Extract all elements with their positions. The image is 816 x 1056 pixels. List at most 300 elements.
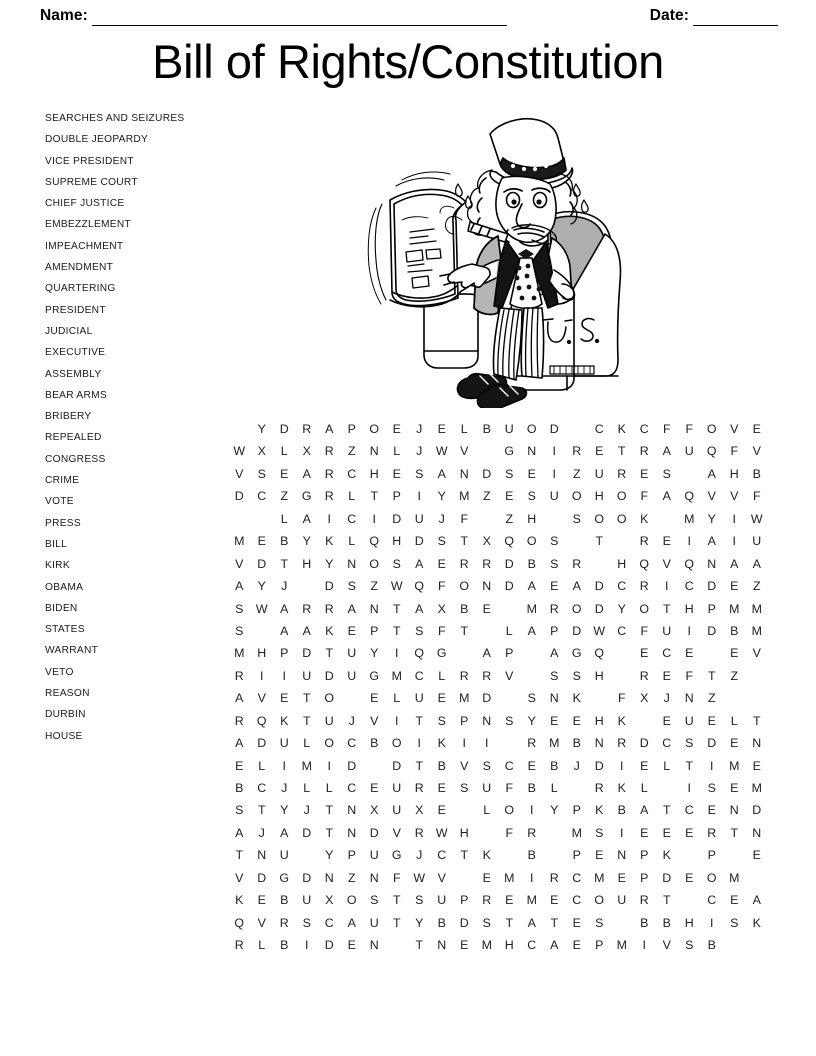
grid-cell-letter: E <box>347 623 356 638</box>
grid-cell-letter: F <box>640 623 649 638</box>
grid-cell-letter: Q <box>684 556 695 571</box>
grid-cell-letter: O <box>571 489 582 504</box>
grid-cell-letter: P <box>640 848 649 863</box>
grid-cell-letter: V <box>257 691 266 706</box>
grid-cell-letter: T <box>325 825 334 840</box>
grid-cell-letter: R <box>639 444 649 459</box>
grid-cell-letter: L <box>460 422 468 437</box>
grid-cell-letter: U <box>414 511 424 526</box>
grid-cell-letter: D <box>369 825 379 840</box>
grid-cell-letter: T <box>550 915 559 930</box>
grid-cell-letter: R <box>617 466 627 481</box>
grid-cell-letter: E <box>640 758 649 773</box>
grid-cell-letter: M <box>504 870 515 885</box>
grid-cell-letter: N <box>617 848 627 863</box>
grid-cell-letter: E <box>257 893 266 908</box>
grid-cell-letter: B <box>437 758 446 773</box>
grid-cell-letter: A <box>302 466 311 481</box>
grid-cell-letter: I <box>305 938 309 953</box>
grid-cell-empty <box>521 670 544 682</box>
grid-cell-letter: D <box>662 870 672 885</box>
grid-cell-letter: R <box>639 893 649 908</box>
grid-cell-letter: P <box>347 422 356 437</box>
grid-cell-letter: T <box>730 825 739 840</box>
grid-cell-letter: R <box>324 444 334 459</box>
grid-cell-letter: D <box>549 422 559 437</box>
word-list-item: SEARCHES AND SEIZURES <box>45 113 185 124</box>
grid-cell-letter: T <box>505 915 514 930</box>
word-list-item: EXECUTIVE <box>45 347 106 359</box>
date-field-group <box>650 7 778 26</box>
word-list-item: DOUBLE JEOPARDY <box>45 134 149 146</box>
grid-cell-letter: P <box>460 893 469 908</box>
word-list-item: BIDEN <box>45 602 78 614</box>
grid-cell-letter: V <box>662 938 671 953</box>
grid-cell-letter: T <box>257 803 266 818</box>
grid-cell-empty <box>341 692 364 704</box>
word-list-item: SUPREME COURT <box>45 176 138 188</box>
grid-cell-letter: B <box>437 915 446 930</box>
grid-cell-empty <box>543 827 566 839</box>
grid-cell-letter: E <box>685 825 694 840</box>
grid-cell-letter: E <box>730 736 739 751</box>
grid-cell-letter: O <box>594 893 605 908</box>
word-list-item: REASON <box>45 688 90 700</box>
grid-cell-letter: Z <box>752 579 761 594</box>
grid-cell-letter: L <box>303 736 311 751</box>
grid-cell-letter: Q <box>256 713 267 728</box>
grid-cell-letter: Y <box>280 803 289 818</box>
grid-cell-empty <box>746 670 769 682</box>
grid-cell-letter: V <box>235 466 244 481</box>
grid-cell-letter: B <box>640 915 649 930</box>
grid-cell-letter: E <box>730 646 739 661</box>
grid-cell-letter: L <box>258 758 266 773</box>
grid-cell-letter: E <box>662 668 671 683</box>
grid-cell-letter: U <box>279 736 289 751</box>
word-list-item: QUARTERING <box>45 283 116 295</box>
grid-row <box>228 844 768 866</box>
grid-cell-letter: L <box>280 444 288 459</box>
grid-cell-letter: D <box>257 736 267 751</box>
grid-cell-empty <box>228 513 251 525</box>
grid-cell-letter: C <box>662 646 672 661</box>
grid-row <box>228 934 768 956</box>
grid-cell-letter: Q <box>594 646 605 661</box>
grid-cell-letter: K <box>325 534 334 549</box>
grid-cell-letter: G <box>301 489 312 504</box>
grid-cell-letter: E <box>527 758 536 773</box>
grid-cell-letter: S <box>370 893 379 908</box>
grid-cell-letter: I <box>552 466 556 481</box>
grid-cell-empty <box>251 513 274 525</box>
grid-cell-letter: U <box>662 623 672 638</box>
grid-cell-letter: S <box>685 938 694 953</box>
grid-cell-letter: H <box>594 713 604 728</box>
grid-cell-letter: E <box>685 870 694 885</box>
grid-cell-letter: M <box>684 511 695 526</box>
grid-cell-letter: K <box>280 713 289 728</box>
grid-cell-letter: W <box>413 870 426 885</box>
grid-cell-letter: J <box>416 848 423 863</box>
grid-cell-letter: L <box>280 511 288 526</box>
grid-cell-letter: N <box>527 444 537 459</box>
grid-cell-letter: N <box>707 556 717 571</box>
grid-cell-letter: Y <box>370 646 379 661</box>
grid-cell-letter: U <box>617 893 627 908</box>
grid-cell-letter: C <box>639 422 649 437</box>
grid-cell-letter: R <box>482 668 492 683</box>
grid-cell-letter: V <box>235 870 244 885</box>
grid-row <box>228 463 768 485</box>
grid-cell-letter: N <box>347 556 357 571</box>
grid-cell-letter: R <box>707 825 717 840</box>
grid-cell-letter: S <box>437 534 446 549</box>
grid-cell-letter: I <box>665 579 669 594</box>
grid-cell-letter: K <box>482 848 491 863</box>
grid-cell-letter: O <box>526 534 537 549</box>
grid-cell-empty <box>251 625 274 637</box>
grid-cell-empty <box>746 939 769 951</box>
grid-cell-letter: A <box>302 511 311 526</box>
grid-cell-letter: D <box>414 534 424 549</box>
grid-cell-letter: D <box>482 466 492 481</box>
grid-cell-letter: Q <box>234 915 245 930</box>
grid-cell-letter: V <box>505 668 514 683</box>
grid-cell-empty <box>588 558 611 570</box>
grid-cell-letter: S <box>572 511 581 526</box>
grid-cell-letter: W <box>233 444 246 459</box>
grid-cell-letter: E <box>550 579 559 594</box>
grid-cell-letter: I <box>372 511 376 526</box>
grid-cell-letter: T <box>415 713 424 728</box>
grid-cell-letter: E <box>280 691 289 706</box>
grid-cell-letter: I <box>552 444 556 459</box>
grid-cell-letter: R <box>527 825 537 840</box>
grid-cell-letter: A <box>572 579 581 594</box>
grid-cell-letter: F <box>392 870 401 885</box>
grid-cell-letter: D <box>459 915 469 930</box>
grid-cell-letter: K <box>325 623 334 638</box>
grid-row <box>228 665 768 687</box>
grid-cell-letter: L <box>348 534 356 549</box>
grid-cell-letter: D <box>234 489 244 504</box>
grid-cell-letter: I <box>530 870 534 885</box>
grid-cell-letter: Y <box>437 489 446 504</box>
word-list-item: EMBEZZLEMENT <box>45 219 131 231</box>
grid-cell-letter: N <box>684 691 694 706</box>
grid-cell-letter: R <box>459 556 469 571</box>
grid-cell-letter: H <box>257 646 267 661</box>
grid-cell-letter: C <box>707 893 717 908</box>
grid-cell-letter: G <box>504 444 515 459</box>
grid-cell-empty <box>363 760 386 772</box>
grid-cell-letter: E <box>370 691 379 706</box>
grid-cell-letter: P <box>460 713 469 728</box>
grid-cell-letter: I <box>260 668 264 683</box>
grid-cell-letter: D <box>302 870 312 885</box>
word-list-item: PRESIDENT <box>45 304 106 316</box>
grid-cell-letter: T <box>325 646 334 661</box>
grid-cell-letter: T <box>617 444 626 459</box>
grid-cell-letter: S <box>595 825 604 840</box>
word-list <box>45 108 230 747</box>
page-title: Bill of Rights/Constitution <box>152 35 664 88</box>
grid-cell-letter: J <box>663 691 670 706</box>
grid-cell-letter: A <box>347 915 356 930</box>
grid-cell-letter: I <box>710 758 714 773</box>
grid-cell-letter: Z <box>730 668 739 683</box>
grid-cell-letter: O <box>346 893 357 908</box>
grid-cell-letter: D <box>257 870 267 885</box>
grid-cell-letter: K <box>437 736 446 751</box>
grid-cell-empty <box>656 513 679 525</box>
grid-cell-letter: D <box>707 579 717 594</box>
grid-cell-letter: H <box>684 915 694 930</box>
grid-row <box>228 642 768 664</box>
name-input-rule[interactable] <box>92 12 507 26</box>
grid-cell-letter: W <box>435 444 448 459</box>
grid-cell-letter: Y <box>257 579 266 594</box>
word-list-item: VETO <box>45 666 74 678</box>
grid-cell-letter: R <box>527 736 537 751</box>
grid-cell-letter: R <box>324 489 334 504</box>
grid-cell-letter: N <box>752 736 762 751</box>
grid-cell-letter: S <box>415 623 424 638</box>
grid-cell-letter: A <box>662 444 671 459</box>
date-input-rule[interactable] <box>693 12 778 26</box>
grid-cell-empty <box>611 917 634 929</box>
word-list-item: BRIBERY <box>45 411 92 423</box>
grid-cell-letter: O <box>324 736 335 751</box>
grid-cell-empty <box>543 849 566 861</box>
grid-cell-empty <box>723 692 746 704</box>
grid-cell-letter: S <box>550 668 559 683</box>
grid-cell-letter: E <box>437 803 446 818</box>
grid-cell-letter: Z <box>707 691 716 706</box>
grid-cell-letter: S <box>527 489 536 504</box>
grid-cell-letter: V <box>662 556 671 571</box>
grid-cell-letter: Z <box>482 489 491 504</box>
grid-cell-letter: R <box>617 736 627 751</box>
grid-cell-empty <box>746 872 769 884</box>
word-list-item: STATES <box>45 624 85 636</box>
grid-cell-letter: B <box>280 893 289 908</box>
grid-cell-letter: X <box>482 534 491 549</box>
date-label: Date: <box>649 7 689 24</box>
grid-cell-letter: S <box>550 556 559 571</box>
grid-cell-letter: E <box>595 444 604 459</box>
grid-cell-empty <box>228 423 251 435</box>
grid-cell-letter: M <box>729 601 740 616</box>
grid-cell-letter: K <box>572 691 581 706</box>
grid-cell-letter: B <box>752 466 761 481</box>
grid-cell-letter: F <box>617 691 626 706</box>
grid-cell-letter: V <box>460 444 469 459</box>
grid-cell-empty <box>543 513 566 525</box>
grid-cell-letter: X <box>437 601 446 616</box>
grid-cell-letter: F <box>662 422 671 437</box>
grid-cell-letter: A <box>482 646 491 661</box>
grid-cell-letter: M <box>729 758 740 773</box>
grid-cell-letter: F <box>505 825 514 840</box>
grid-cell-letter: U <box>684 713 694 728</box>
grid-cell-letter: F <box>437 579 446 594</box>
grid-cell-letter: D <box>752 803 762 818</box>
grid-cell-letter: P <box>707 601 716 616</box>
grid-cell-letter: C <box>684 803 694 818</box>
grid-cell-letter: I <box>687 781 691 796</box>
grid-cell-letter: U <box>302 668 312 683</box>
grid-cell-letter: V <box>460 758 469 773</box>
grid-cell-letter: D <box>279 422 289 437</box>
word-list-item: IMPEACHMENT <box>45 240 124 252</box>
grid-cell-letter: F <box>685 668 694 683</box>
grid-cell-letter: A <box>235 691 244 706</box>
grid-cell-letter: T <box>392 893 401 908</box>
grid-cell-letter: V <box>235 556 244 571</box>
grid-cell-letter: E <box>572 938 581 953</box>
grid-cell-letter: N <box>729 803 739 818</box>
grid-cell-letter: E <box>640 466 649 481</box>
grid-cell-letter: S <box>527 691 536 706</box>
grid-cell-letter: E <box>370 781 379 796</box>
grid-cell-letter: N <box>482 713 492 728</box>
grid-cell-letter: S <box>505 713 514 728</box>
grid-cell-letter: D <box>482 691 492 706</box>
grid-cell-empty <box>498 737 521 749</box>
grid-cell-letter: B <box>235 781 244 796</box>
grid-cell-letter: E <box>280 466 289 481</box>
grid-cell-letter: C <box>347 511 357 526</box>
grid-cell-letter: R <box>234 713 244 728</box>
grid-cell-letter: R <box>279 915 289 930</box>
grid-cell-letter: S <box>730 915 739 930</box>
grid-cell-letter: O <box>616 511 627 526</box>
grid-cell-letter: M <box>234 646 245 661</box>
grid-cell-letter: S <box>550 534 559 549</box>
grid-cell-letter: I <box>530 803 534 818</box>
grid-cell-letter: M <box>616 938 627 953</box>
grid-cell-letter: Y <box>527 713 536 728</box>
word-list-item: DURBIN <box>45 709 86 721</box>
grid-cell-letter: I <box>282 758 286 773</box>
grid-cell-letter: R <box>639 534 649 549</box>
grid-cell-letter: K <box>640 511 649 526</box>
grid-cell-letter: X <box>640 691 649 706</box>
grid-cell-letter: T <box>302 691 311 706</box>
grid-cell-empty <box>476 513 499 525</box>
grid-cell-letter: C <box>347 781 357 796</box>
grid-cell-letter: E <box>730 579 739 594</box>
grid-cell-empty <box>498 603 521 615</box>
grid-cell-letter: W <box>593 623 606 638</box>
grid-cell-letter: D <box>594 579 604 594</box>
grid-cell-empty <box>701 647 724 659</box>
grid-cell-letter: A <box>437 466 446 481</box>
grid-cell-letter: R <box>302 601 312 616</box>
grid-cell-letter: A <box>347 601 356 616</box>
grid-cell-letter: K <box>617 422 626 437</box>
word-list-item: BILL <box>45 538 68 550</box>
grid-cell-letter: Q <box>639 556 650 571</box>
grid-cell-letter: H <box>392 534 402 549</box>
grid-cell-letter: E <box>707 713 716 728</box>
grid-row <box>228 575 768 597</box>
grid-cell-letter: K <box>617 713 626 728</box>
grid-cell-letter: A <box>640 803 649 818</box>
grid-cell-letter: P <box>280 646 289 661</box>
grid-cell-letter: A <box>707 534 716 549</box>
grid-cell-letter: P <box>572 803 581 818</box>
grid-cell-letter: P <box>550 623 559 638</box>
grid-cell-letter: K <box>235 893 244 908</box>
grid-cell-letter: D <box>324 938 334 953</box>
grid-cell-letter: T <box>370 489 379 504</box>
grid-cell-letter: A <box>752 556 761 571</box>
grid-cell-letter: L <box>325 781 333 796</box>
grid-cell-letter: G <box>369 668 380 683</box>
grid-cell-letter: L <box>303 781 311 796</box>
grid-cell-letter: D <box>324 668 334 683</box>
grid-cell-letter: U <box>482 781 492 796</box>
grid-cell-letter: O <box>526 422 537 437</box>
grid-row <box>228 598 768 620</box>
grid-cell-letter: N <box>549 691 559 706</box>
grid-cell-letter: J <box>348 713 355 728</box>
grid-cell-letter: A <box>280 623 289 638</box>
grid-row <box>228 867 768 889</box>
grid-cell-letter: U <box>302 893 312 908</box>
grid-cell-letter: T <box>392 601 401 616</box>
grid-cell-letter: A <box>527 623 536 638</box>
grid-cell-letter: Y <box>325 556 334 571</box>
grid-cell-letter: O <box>391 736 402 751</box>
grid-cell-letter: N <box>347 825 357 840</box>
grid-cell-letter: M <box>301 758 312 773</box>
grid-cell-letter: Y <box>415 915 424 930</box>
grid-row <box>228 822 768 844</box>
grid-row <box>228 418 768 440</box>
grid-row <box>228 777 768 799</box>
grid-cell-letter: U <box>392 803 402 818</box>
grid-cell-letter: N <box>752 825 762 840</box>
grid-cell-letter: I <box>732 534 736 549</box>
grid-cell-letter: N <box>482 579 492 594</box>
name-date-header <box>0 0 816 26</box>
grid-cell-letter: H <box>729 466 739 481</box>
grid-cell-letter: B <box>662 915 671 930</box>
grid-cell-letter: N <box>257 848 267 863</box>
grid-cell-letter: D <box>707 736 717 751</box>
grid-cell-letter: T <box>325 803 334 818</box>
grid-cell-letter: E <box>392 422 401 437</box>
word-list-item: ASSEMBLY <box>45 368 102 380</box>
grid-cell-letter: D <box>707 623 717 638</box>
grid-cell-letter: A <box>280 601 289 616</box>
grid-cell-letter: G <box>436 646 447 661</box>
grid-cell-letter: E <box>482 601 491 616</box>
grid-cell-letter: S <box>572 668 581 683</box>
grid-cell-letter: S <box>415 466 424 481</box>
grid-cell-letter: B <box>617 803 626 818</box>
grid-cell-letter: T <box>280 556 289 571</box>
grid-cell-letter: A <box>415 601 424 616</box>
grid-cell-letter: A <box>280 825 289 840</box>
grid-cell-letter: E <box>617 870 626 885</box>
grid-cell-letter: A <box>527 579 536 594</box>
grid-cell-empty <box>611 535 634 547</box>
